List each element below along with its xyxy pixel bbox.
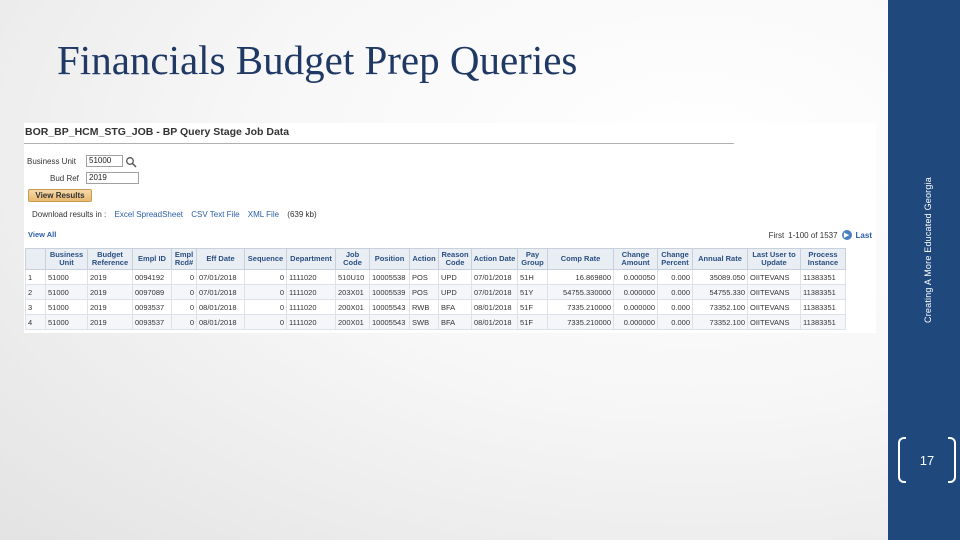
table-cell: 7335.210000 [548, 300, 614, 315]
bud-ref-input[interactable]: 2019 [86, 172, 139, 184]
page-number-box [898, 437, 956, 483]
table-cell: RWB [410, 300, 439, 315]
download-xml-link[interactable]: XML File [247, 210, 280, 219]
table-cell: 0.000 [658, 270, 693, 285]
table-cell: 510U10 [336, 270, 370, 285]
table-cell: 11383351 [801, 315, 846, 330]
table-cell: 1111020 [287, 300, 336, 315]
table-cell: 2019 [88, 315, 133, 330]
table-cell: 11383351 [801, 285, 846, 300]
column-header [26, 249, 46, 270]
table-cell: 51Y [518, 285, 548, 300]
results-table [25, 248, 846, 330]
table-cell: SWB [410, 315, 439, 330]
column-header[interactable]: Business Unit [46, 249, 88, 270]
pager-last[interactable]: Last [855, 230, 872, 240]
table-cell: 0 [245, 285, 287, 300]
table-cell: 35089.050 [693, 270, 748, 285]
table-cell: 08/01/2018 [472, 300, 518, 315]
table-header-row [26, 249, 846, 270]
table-cell: 0094192 [133, 270, 172, 285]
table-cell: 07/01/2018 [472, 285, 518, 300]
table-cell: 08/01/2018 [472, 315, 518, 330]
table-cell: POS [410, 270, 439, 285]
side-bar-tagline: Creating A More Educated Georgia [923, 177, 933, 323]
bud-ref-label: Bud Ref [50, 174, 79, 183]
column-header[interactable]: Empl ID [133, 249, 172, 270]
table-cell: 0.000 [658, 300, 693, 315]
next-arrow-icon[interactable]: ▶ [842, 230, 852, 240]
table-cell: BFA [439, 300, 472, 315]
table-cell: 73352.100 [693, 315, 748, 330]
column-header[interactable]: Annual Rate [693, 249, 748, 270]
table-cell: 203X01 [336, 285, 370, 300]
pager-range: 1-100 of 1537 [788, 230, 838, 240]
table-cell: 11383351 [801, 300, 846, 315]
table-cell: 2019 [88, 285, 133, 300]
table-cell: 08/01/2018 [197, 300, 245, 315]
column-header[interactable]: Action [410, 249, 439, 270]
column-header[interactable]: Sequence [245, 249, 287, 270]
table-cell: 200X01 [336, 315, 370, 330]
table-cell: 1 [26, 270, 46, 285]
table-cell: 16.869800 [548, 270, 614, 285]
table-cell: 0 [172, 285, 197, 300]
table-cell: 08/01/2018 [197, 315, 245, 330]
table-cell: 51000 [46, 285, 88, 300]
column-header[interactable]: Budget Reference [88, 249, 133, 270]
column-header[interactable]: Job Code [336, 249, 370, 270]
title-divider [24, 143, 734, 144]
table-cell: 1111020 [287, 270, 336, 285]
table-cell: OIITEVANS [748, 300, 801, 315]
table-cell: 4 [26, 315, 46, 330]
table-cell: BFA [439, 315, 472, 330]
download-label: Download results in : [32, 210, 107, 219]
query-screenshot [24, 123, 876, 333]
slide-title: Financials Budget Prep Queries [57, 37, 578, 83]
table-cell: 07/01/2018 [472, 270, 518, 285]
table-cell: 0097089 [133, 285, 172, 300]
table-cell: OIITEVANS [748, 270, 801, 285]
table-cell: 0 [172, 315, 197, 330]
table-cell: 0.000 [658, 285, 693, 300]
table-cell: 51H [518, 270, 548, 285]
column-header[interactable]: Eff Date [197, 249, 245, 270]
download-size: (639 kb) [287, 210, 317, 219]
column-header[interactable]: Position [370, 249, 410, 270]
column-header[interactable]: Change Amount [614, 249, 658, 270]
table-cell: 0 [172, 300, 197, 315]
table-cell: 7335.210000 [548, 315, 614, 330]
table-cell: 0.000000 [614, 300, 658, 315]
table-cell: 2019 [88, 270, 133, 285]
table-cell: POS [410, 285, 439, 300]
table-cell: 51F [518, 315, 548, 330]
table-cell: 0 [172, 270, 197, 285]
table-cell: 1111020 [287, 285, 336, 300]
table-cell: 73352.100 [693, 300, 748, 315]
table-cell: UPD [439, 270, 472, 285]
table-cell: 11383351 [801, 270, 846, 285]
table-row [26, 315, 846, 330]
table-cell: 0.000050 [614, 270, 658, 285]
table-cell: OIITEVANS [748, 285, 801, 300]
column-header[interactable]: Action Date [472, 249, 518, 270]
table-cell: 54755.330000 [548, 285, 614, 300]
table-cell: 1111020 [287, 315, 336, 330]
business-unit-label: Business Unit [27, 157, 76, 166]
table-cell: 51000 [46, 315, 88, 330]
download-row [32, 210, 317, 219]
column-header[interactable]: Empl Rcd# [172, 249, 197, 270]
column-header[interactable]: Last User to Update [748, 249, 801, 270]
table-cell: 51000 [46, 300, 88, 315]
table-cell: 07/01/2018 [197, 285, 245, 300]
view-results-button[interactable]: View Results [28, 189, 92, 202]
pager-first[interactable]: First [768, 230, 785, 240]
column-header[interactable]: Change Percent [658, 249, 693, 270]
table-cell: 0.000 [658, 315, 693, 330]
table-row [26, 285, 846, 300]
table-cell: 2019 [88, 300, 133, 315]
table-cell: 0093537 [133, 300, 172, 315]
pager [769, 230, 872, 240]
table-row [26, 300, 846, 315]
table-cell: 0.000000 [614, 285, 658, 300]
download-csv-link[interactable]: CSV Text File [191, 210, 240, 219]
table-cell: 10005539 [370, 285, 410, 300]
business-unit-input[interactable]: 51000 [86, 155, 123, 167]
table-row [26, 270, 846, 285]
table-cell: 51F [518, 300, 548, 315]
table-cell: 200X01 [336, 300, 370, 315]
table-cell: 3 [26, 300, 46, 315]
table-cell: 10005538 [370, 270, 410, 285]
table-cell: 07/01/2018 [197, 270, 245, 285]
column-header[interactable]: Department [287, 249, 336, 270]
table-cell: 51000 [46, 270, 88, 285]
table-cell: 0093537 [133, 315, 172, 330]
table-cell: 0 [245, 270, 287, 285]
bracket-left [898, 437, 906, 483]
view-all-link[interactable]: View All [28, 230, 57, 239]
table-cell: 0 [245, 300, 287, 315]
table-cell: UPD [439, 285, 472, 300]
query-title: BOR_BP_HCM_STG_JOB - BP Query Stage Job Data [25, 126, 290, 138]
bracket-right [948, 437, 956, 483]
column-header[interactable]: Comp Rate [548, 249, 614, 270]
download-excel-link[interactable]: Excel SpreadSheet [114, 210, 183, 219]
table-cell: 54755.330 [693, 285, 748, 300]
table-cell: 2 [26, 285, 46, 300]
table-cell: 0.000000 [614, 315, 658, 330]
table-cell: 0 [245, 315, 287, 330]
table-cell: 10005543 [370, 300, 410, 315]
table-cell: OIITEVANS [748, 315, 801, 330]
column-header[interactable]: Pay Group [518, 249, 548, 270]
lookup-icon[interactable] [125, 156, 137, 168]
column-header[interactable]: Process Instance [801, 249, 846, 270]
table-cell: 10005543 [370, 315, 410, 330]
column-header[interactable]: Reason Code [439, 249, 472, 270]
page-number: 17 [919, 452, 935, 468]
